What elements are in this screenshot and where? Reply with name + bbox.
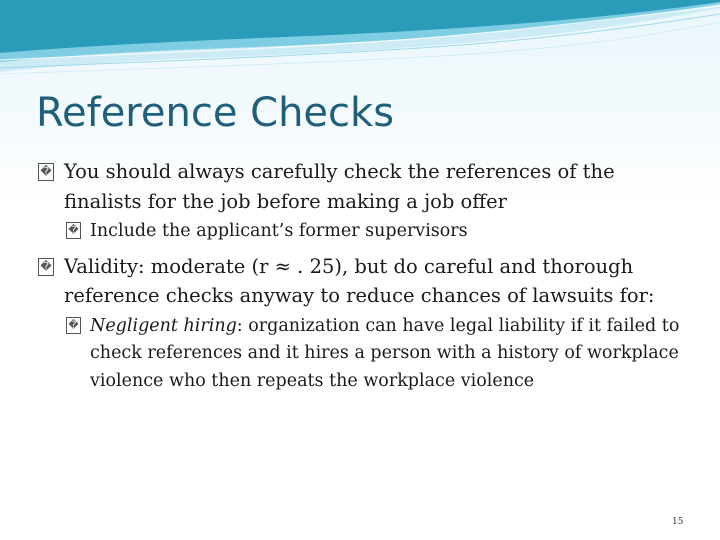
slide-body [38,157,698,401]
sub-bullet-item [66,218,698,246]
bullet-text: Validity: moderate (r ≈ . 25), but do careful and thorough reference checks anyway to reduce chances of lawsuits for: [64,254,655,307]
bullet-text: Include the applicant’s former supervisors [90,221,468,241]
bullet-marker-icon: � [38,258,54,276]
wave-banner [0,0,720,90]
slide-title: Reference Checks [36,90,395,136]
bullet-term: Negligent hiring [90,315,237,336]
bullet-marker-icon: � [66,317,81,334]
bullet-marker-icon: � [66,222,81,239]
bullet-marker-icon: � [38,163,54,181]
page-number: 15 [672,517,684,527]
bullet-text: You should always carefully check the references of the finalists for the job before making a job offer [64,160,615,213]
bullet-text: : organization can have legal liability if it failed to check references and it hires a person with a history of workplace violence who then repeats the workplace violence [90,315,680,391]
sub-bullet-item [66,313,698,396]
bullet-item [38,252,698,311]
bullet-item [38,157,698,216]
